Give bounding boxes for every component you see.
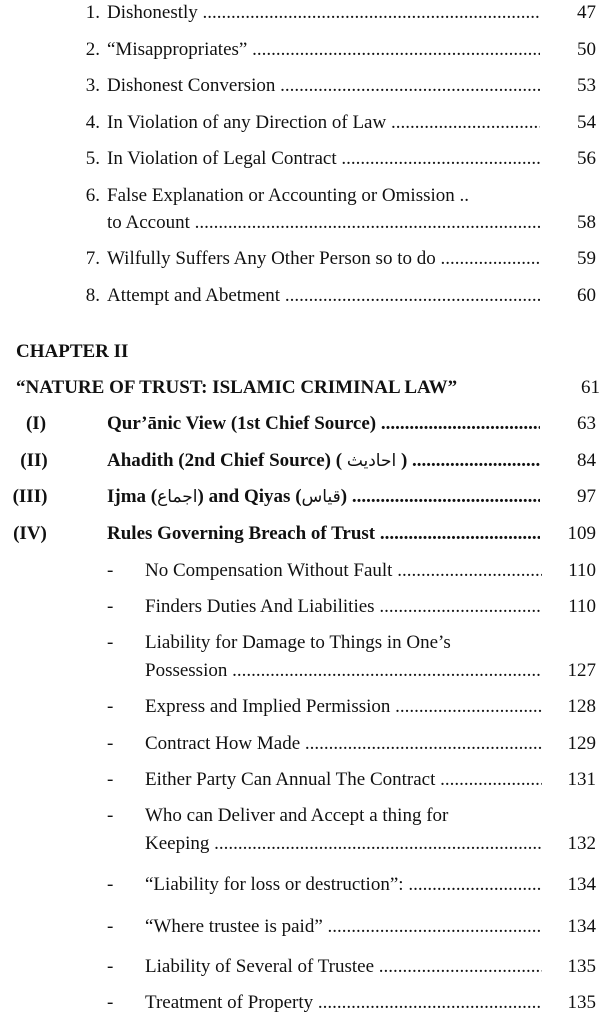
subitem-page: 134 [567, 916, 596, 937]
subitem-page: 110 [568, 560, 596, 581]
entry-page: 56 [577, 148, 596, 169]
entry-number: 6. [85, 185, 100, 206]
entry-title-line: False Explanation or Accounting or Omission .. [107, 185, 470, 206]
entry-title: “Misappropriates” ..... [107, 39, 540, 61]
entry-number: 1. [85, 2, 100, 23]
subitem-page: 131 [567, 769, 596, 790]
entry-number: 3. [85, 75, 100, 96]
entry-title: In Violation of any Direction of Law ..... [107, 112, 540, 134]
subitem-title: Finders Duties And Liabilities ..... [145, 596, 542, 618]
subitem-title: Keeping ..... [145, 833, 542, 855]
subitem-page: 129 [567, 733, 596, 754]
subitem-page: 135 [567, 992, 596, 1013]
bullet-dash: - [107, 733, 114, 754]
part-page: 97 [577, 486, 596, 507]
entry-title: Dishonestly ..... [107, 2, 540, 24]
bullet-dash: - [107, 769, 114, 790]
entry-page: 50 [577, 39, 596, 60]
bullet-dash: - [107, 992, 114, 1013]
subitem-title: Liability of Several of Trustee ..... [145, 956, 542, 978]
subitem-page: 135 [567, 956, 596, 977]
part-title: Ahadith (2nd Chief Source) ( احادیث ) ..... [107, 450, 540, 472]
subitem-title: “Liability for loss or destruction”: ..... [145, 874, 542, 896]
entry-page: 58 [577, 212, 596, 233]
subitem-title: Possession ..... [145, 660, 542, 682]
subitem-title: “Where trustee is paid” ..... [145, 916, 542, 938]
subitem-page: 134 [567, 874, 596, 895]
chapter-title: “NATURE OF TRUST: ISLAMIC CRIMINAL LAW” [16, 377, 458, 398]
subitem-page: 132 [567, 833, 596, 854]
bullet-dash: - [107, 632, 114, 653]
subitem-title-line: Liability for Damage to Things in One’s [145, 632, 451, 653]
subitem-page: 127 [567, 660, 596, 681]
entry-page: 53 [577, 75, 596, 96]
part-title: Qur’ānic View (1st Chief Source) ..... [107, 413, 540, 435]
entry-page: 47 [577, 2, 596, 23]
subitem-title: Express and Implied Permission ..... [145, 696, 542, 718]
part-page: 84 [577, 450, 596, 471]
bullet-dash: - [107, 696, 114, 717]
entry-title: In Violation of Legal Contract ..... [107, 148, 540, 170]
part-number: (IV) [13, 523, 47, 544]
part-page: 63 [577, 413, 596, 434]
subitem-page: 110 [568, 596, 596, 617]
entry-title: Attempt and Abetment ..... [107, 285, 540, 307]
bullet-dash: - [107, 916, 114, 937]
entry-number: 5. [85, 148, 100, 169]
subitem-title: Contract How Made ..... [145, 733, 542, 755]
bullet-dash: - [107, 874, 114, 895]
chapter-page: 61 [581, 377, 600, 398]
urdu-term: احادیث [346, 451, 397, 471]
entry-page: 60 [577, 285, 596, 306]
entry-title: Dishonest Conversion ..... [107, 75, 540, 97]
subitem-title: Treatment of Property ..... [145, 992, 542, 1014]
part-number: (I) [25, 413, 47, 434]
urdu-term: قیاس [301, 487, 341, 507]
entry-number: 2. [85, 39, 100, 60]
subitem-page: 128 [567, 696, 596, 717]
part-page: 109 [567, 523, 596, 544]
part-number: (III) [12, 486, 48, 507]
bullet-dash: - [107, 596, 114, 617]
part-title: Rules Governing Breach of Trust ..... [107, 523, 540, 545]
entry-title: Wilfully Suffers Any Other Person so to do ..... [107, 248, 540, 270]
subitem-title: Either Party Can Annual The Contract ..... [145, 769, 542, 791]
chapter-label: CHAPTER II [16, 341, 129, 362]
entry-number: 7. [85, 248, 100, 269]
subitem-title: No Compensation Without Fault ..... [145, 560, 542, 582]
entry-page: 54 [577, 112, 596, 133]
part-number: (II) [20, 450, 48, 471]
urdu-term: اجماع [157, 487, 198, 507]
subitem-title-line: Who can Deliver and Accept a thing for [145, 805, 449, 826]
entry-number: 4. [85, 112, 100, 133]
entry-number: 8. [85, 285, 100, 306]
bullet-dash: - [107, 560, 114, 581]
entry-title: to Account ..... [107, 212, 540, 234]
bullet-dash: - [107, 956, 114, 977]
part-title: Ijma (اجماع) and Qiyas (قیاس) ..... [107, 486, 540, 508]
bullet-dash: - [107, 805, 114, 826]
entry-page: 59 [577, 248, 596, 269]
